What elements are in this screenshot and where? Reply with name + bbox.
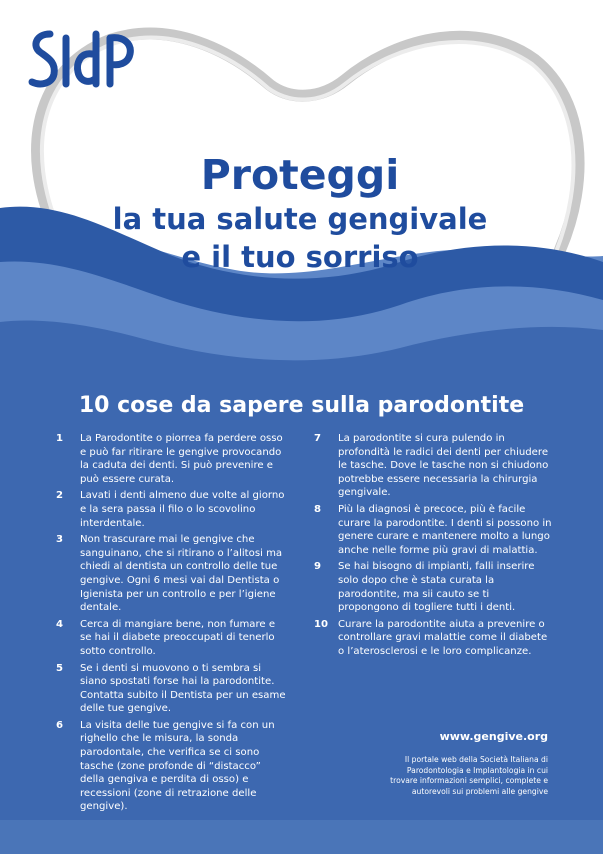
item-text: Curare la parodontite aiuta a prevenire o controllare gravi malattie come il diabete o l’aterosclerosi e le loro complicanze. — [338, 618, 548, 657]
item-text: Se i denti si muovono o ti sembra si siano spostati forse hai la parodontite. Contatta subito il Dentista per un esame delle tue gengive. — [80, 662, 286, 715]
list-item — [56, 489, 288, 530]
item-number: 3 — [56, 534, 64, 546]
item-text: Cerca di mangiare bene, non fumare e se hai il diabete preoccupati di tenerlo sotto controllo. — [80, 618, 276, 657]
item-text: La Parodontite o piorrea fa perdere osso e può far ritirare le gengive provocando la caduta dei denti. Si può prevenire e può essere curata. — [80, 433, 283, 485]
list-item — [56, 662, 288, 716]
section-title: 10 cose da sapere sulla parodontite — [78, 393, 525, 418]
item-text: La visita delle tue gengive si fa con un righello che le misura, la sonda parodontale, che verifica se ci sono tasche (zone profonde di “distacco” della gengiva e perdita di osso) e recessioni (zone di retrazione delle gengive). — [80, 719, 275, 813]
list-item — [56, 533, 288, 615]
list-item — [314, 560, 552, 614]
list-item — [56, 432, 288, 486]
title-line-1: Proteggi — [200, 151, 400, 199]
list-item — [314, 432, 552, 500]
sidp-logo-icon — [26, 24, 136, 94]
item-text: La parodontite si cura pulendo in profondità le radici dei denti per chiudere le tasche. Dove le tasche non si chiudono potrebbe essere necessaria la chirurgia gengivale. — [338, 433, 549, 499]
list-item — [314, 618, 552, 659]
item-number: 8 — [314, 503, 322, 515]
list-item — [56, 618, 288, 659]
website-description: Il portale web della Società Italiana di Parodontologia e Implantologia in cui trovare informazioni semplici, complete e autorevoli sui problemi alle gengive — [390, 755, 548, 796]
bottom-stripe — [0, 820, 603, 854]
item-number: 9 — [314, 561, 322, 573]
list-item — [314, 503, 552, 557]
item-number: 10 — [314, 618, 329, 630]
item-number: 5 — [56, 662, 64, 674]
list-item — [56, 719, 288, 814]
poster-title — [60, 150, 540, 276]
tips-column-right — [314, 432, 552, 662]
title-line-2: la tua salute gengivale — [112, 202, 488, 236]
item-number: 6 — [56, 719, 64, 731]
website-link[interactable]: www.gengive.org — [439, 730, 548, 743]
item-number: 4 — [56, 618, 64, 630]
item-number: 1 — [56, 433, 64, 444]
item-number: 7 — [314, 433, 322, 444]
item-number: 2 — [56, 490, 64, 502]
item-text: Più la diagnosi è precoce, più è facile curare la parodontite. I denti si possono in genere curare e mantenere molto a lungo anche nelle forme più gravi di malattia. — [338, 503, 552, 556]
item-text: Non trascurare mai le gengive che sanguinano, che si ritirano o l’alitosi ma chiedi al dentista un controllo delle tue gengive. Ogni 6 mesi vai dal Dentista o Igienista per un controllo e per l’igiene dentale. — [80, 534, 283, 614]
tips-column-left — [56, 432, 288, 817]
item-text: Se hai bisogno di impianti, falli inserire solo dopo che è stata curata la parodontite, ma sii cauto se ti propongono di togliere tutti i denti. — [338, 561, 535, 614]
title-line-3: e il tuo sorriso — [181, 240, 419, 274]
item-text: Lavati i denti almeno due volte al giorno e la sera passa il filo o lo scovolino interdentale. — [80, 490, 285, 529]
